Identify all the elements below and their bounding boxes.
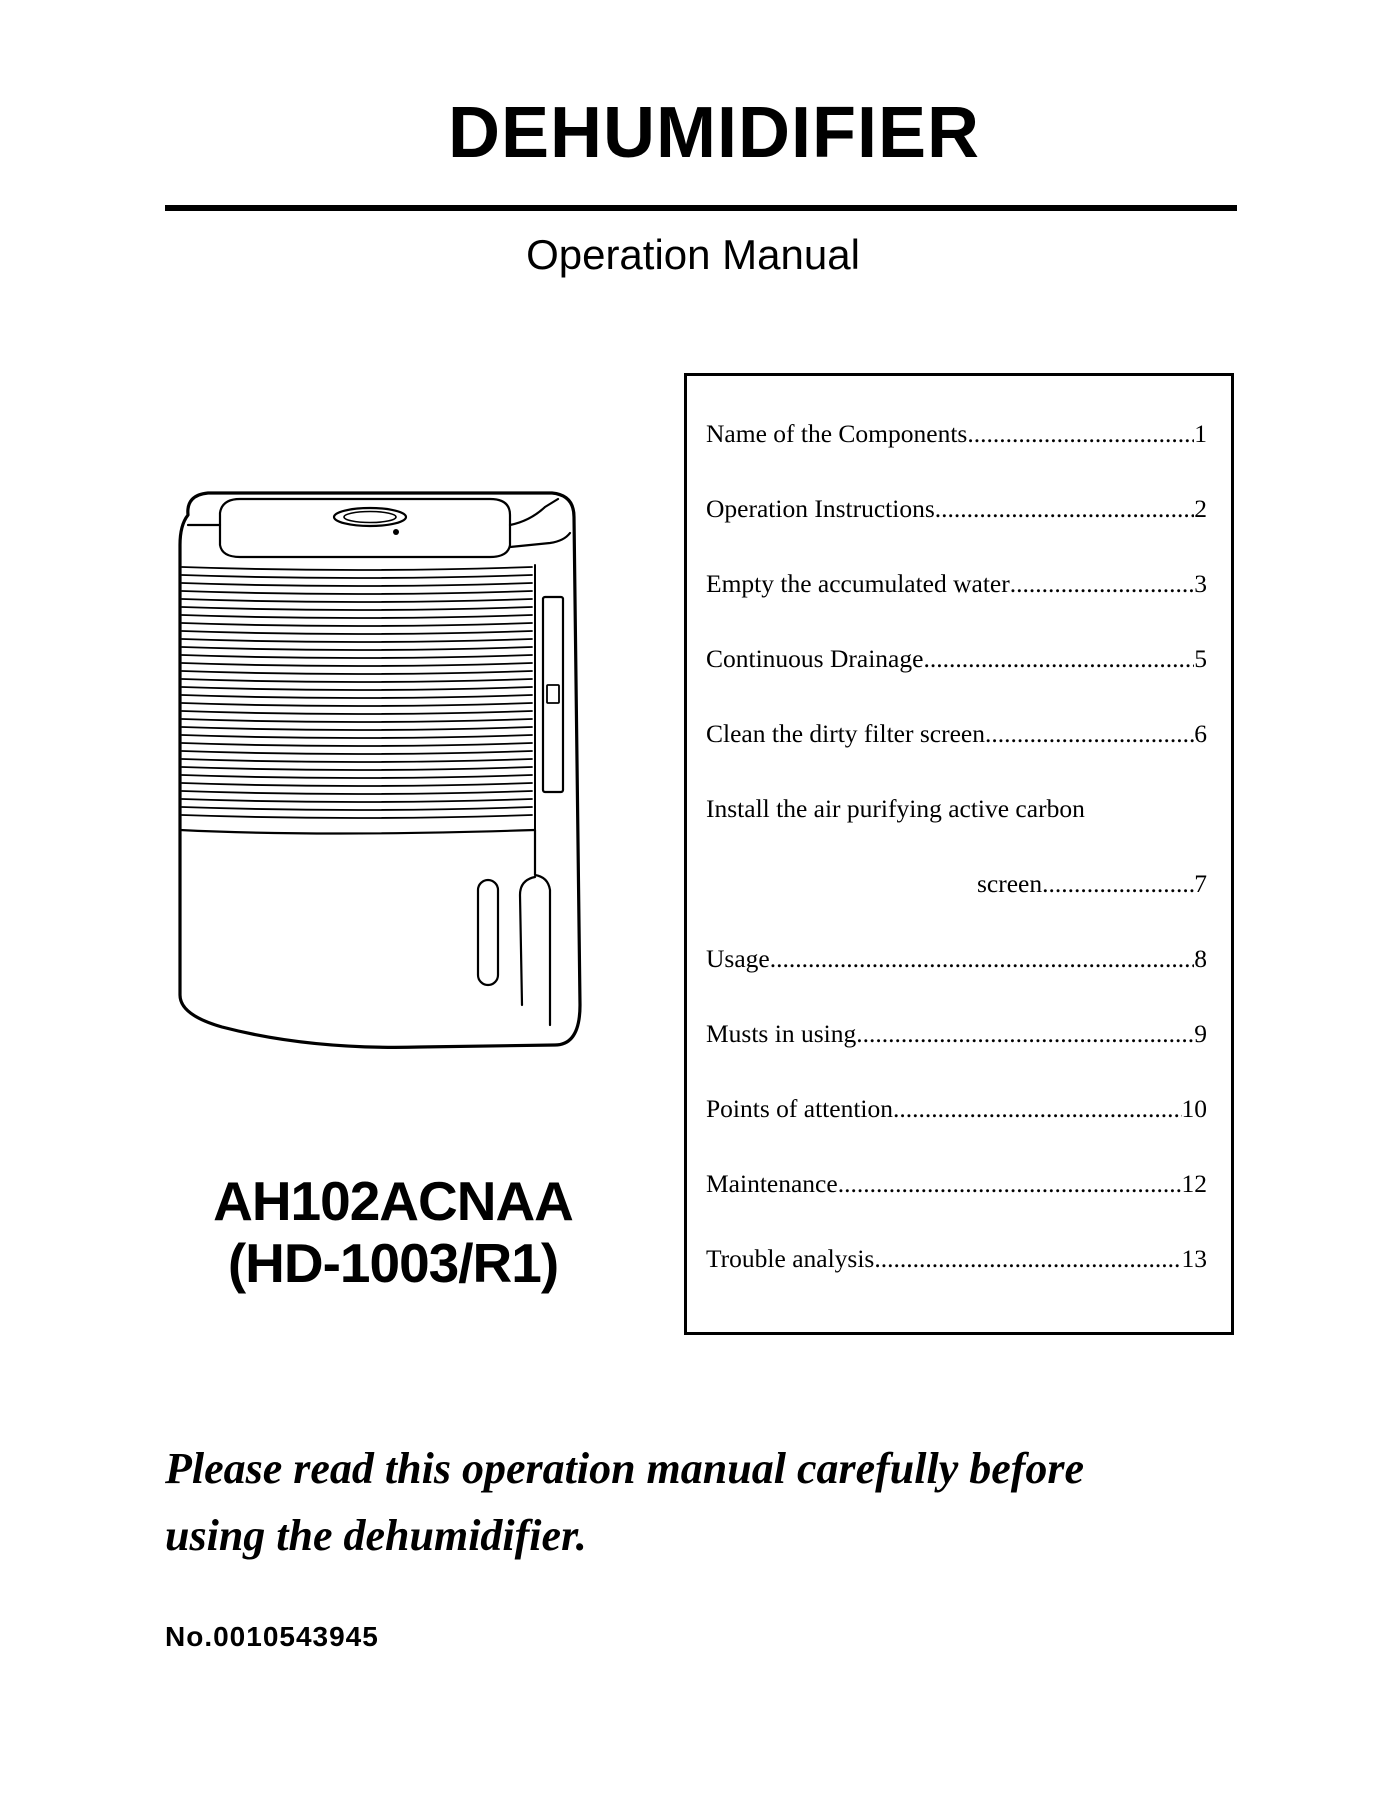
toc-leader [935,489,1195,529]
toc-leader [967,414,1194,454]
toc-item-page: 13 [1181,1244,1207,1273]
toc-item [706,939,1207,979]
title-divider [165,205,1237,211]
toc-item-page: 6 [1194,719,1207,748]
toc-item-label: Points of attention [706,1094,893,1123]
toc-item [706,489,1207,529]
model-number-line2: (HD-1003/R1) [227,1232,559,1294]
toc-item-label: Continuous Drainage [706,644,924,673]
toc-item [706,1089,1207,1129]
toc-item-label: Clean the dirty filter screen [706,719,985,748]
toc-item-page: 5 [1194,644,1207,673]
reading-notice-line1: Please read this operation manual carefully before [165,1444,1085,1493]
toc-item-label: Install the air purifying active carbon [706,794,1085,823]
toc-leader [1042,864,1194,904]
toc-leader [874,1239,1181,1279]
toc-item-label: Operation Instructions [706,494,935,523]
toc-item-page: 3 [1194,569,1207,598]
toc-item-label: Usage [706,944,770,973]
toc-item-page: 12 [1181,1169,1207,1198]
page-subtitle: Operation Manual [526,231,860,278]
page-title: DEHUMIDIFIER [448,93,980,173]
table-of-contents [684,373,1234,1335]
model-number-line1: AH102ACNAA [213,1170,573,1232]
reading-notice-line2: using the dehumidifier. [165,1511,587,1560]
toc-leader [985,714,1194,754]
toc-item [706,1164,1207,1204]
toc-item-page: 7 [1194,869,1207,898]
toc-item-page: 2 [1194,494,1207,523]
toc-item-page: 8 [1194,944,1207,973]
reading-notice [165,1435,1265,1569]
toc-item-label: Name of the Components [706,419,968,448]
toc-item [977,864,1207,904]
toc-item-label: Empty the accumulated water [706,569,1010,598]
toc-item [706,564,1207,604]
toc-leader [838,1164,1182,1204]
toc-leader [1010,564,1195,604]
document-number: No.0010543945 [165,1621,379,1652]
toc-item-label: Trouble analysis [706,1244,875,1273]
toc-item [706,414,1207,454]
toc-item-page: 9 [1194,1019,1207,1048]
toc-item-page: 1 [1194,419,1207,448]
toc-leader [770,939,1195,979]
toc-leader [893,1089,1182,1129]
model-number [200,1170,586,1294]
toc-item-page: 10 [1181,1094,1207,1123]
toc-item-label: Maintenance [706,1169,838,1198]
toc-item [706,1014,1207,1054]
toc-item-label-continued: screen [977,869,1043,898]
toc-item-label: Musts in using [706,1019,857,1048]
toc-item [706,639,1207,679]
toc-leader [923,639,1194,679]
toc-item [706,1239,1207,1279]
dehumidifier-illustration-icon [160,485,600,1065]
toc-item [706,714,1207,754]
toc-leader [856,1014,1194,1054]
